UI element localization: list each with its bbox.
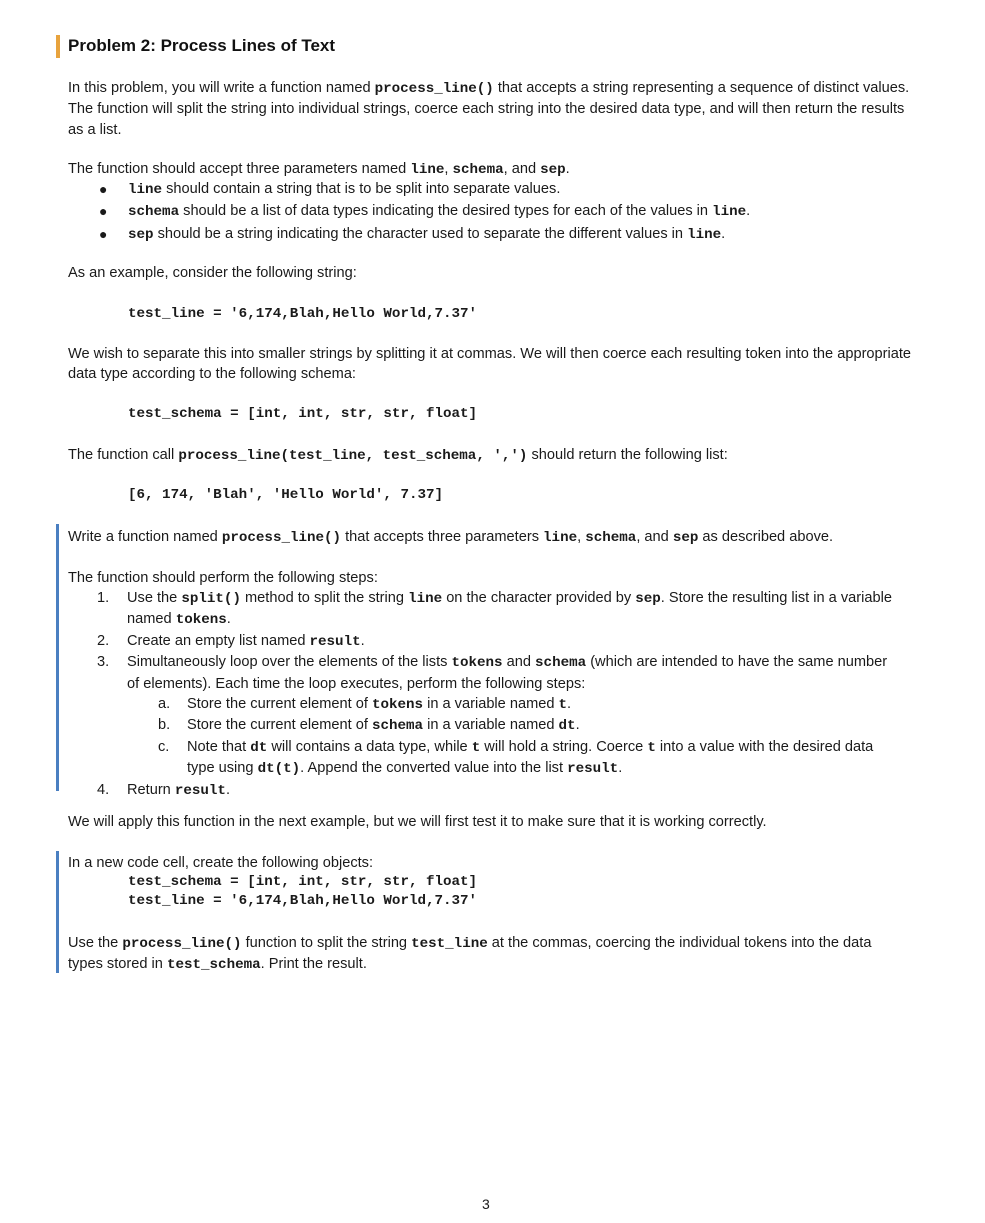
inline-code: process_line(test_line, test_schema, ',') xyxy=(178,448,528,464)
text: will hold a string. Coerce xyxy=(480,738,648,755)
list-item xyxy=(127,737,898,780)
step-number: 3. xyxy=(97,654,110,671)
inline-code: dt xyxy=(250,739,268,756)
list-item xyxy=(68,201,928,223)
text: Create an empty list named xyxy=(127,632,310,649)
inline-code: test_schema xyxy=(166,957,261,974)
inline-code: result xyxy=(567,761,619,778)
text: at the commas, coercing the individual tokens into the data types stored in xyxy=(68,935,872,973)
step-letter: b. xyxy=(158,717,171,734)
substeps-list xyxy=(127,694,898,780)
inline-code: process_line() xyxy=(374,81,494,97)
page-number: 3 xyxy=(482,1196,490,1212)
list-item xyxy=(127,715,898,736)
text: Note that xyxy=(187,738,251,755)
inline-code: t xyxy=(471,739,481,756)
inline-code: split() xyxy=(181,591,241,607)
inline-code: line xyxy=(408,591,443,607)
text: , xyxy=(577,529,586,545)
text: . xyxy=(225,781,231,798)
task-callout xyxy=(56,524,928,799)
parameter-list xyxy=(68,179,928,246)
inline-code: result xyxy=(309,633,361,650)
call-paragraph xyxy=(68,445,913,466)
text: Use the xyxy=(127,590,182,606)
text: should be a list of data types indicating the desired types for each of the values in xyxy=(179,203,713,220)
intro-paragraph xyxy=(68,78,913,140)
text: . Store the resulting list in a variable named xyxy=(127,590,892,628)
text: in a variable named xyxy=(423,717,559,734)
code-test-schema: test_schema = [int, int, str, str, float] xyxy=(128,406,478,422)
text: Store the current element of xyxy=(187,696,372,713)
inline-code: line xyxy=(128,182,163,198)
section-heading xyxy=(56,35,335,58)
text: on the character provided by xyxy=(442,590,636,606)
list-item xyxy=(127,694,898,715)
inline-code: process_line() xyxy=(122,936,242,952)
inline-code: process_line() xyxy=(221,530,342,546)
inline-code: schema xyxy=(535,655,587,672)
inline-code: sep xyxy=(635,591,661,607)
inline-code: dt xyxy=(558,718,576,735)
text: . xyxy=(226,611,231,628)
inline-code: tokens xyxy=(451,655,503,672)
text: Return xyxy=(127,781,175,798)
inline-code: test_line xyxy=(411,936,488,952)
text: , xyxy=(444,161,453,177)
text: . Append the converted value into the list xyxy=(300,760,568,777)
bullet-icon: ● xyxy=(99,225,108,242)
apply-paragraph: We will apply this function in the next example, but we will first test it to make sure that it is working correctly. xyxy=(68,814,767,830)
text: should be a string indicating the character used to separate the different values in xyxy=(153,225,688,242)
list-item xyxy=(68,652,898,779)
split-paragraph: We wish to separate this into smaller strings by splitting it at commas. We will then coerce each resulting token into the appropriate data type according to the following schema: xyxy=(68,346,912,383)
inline-code: schema xyxy=(452,162,504,178)
step-letter: c. xyxy=(158,738,170,755)
page-title: Problem 2: Process Lines of Text xyxy=(68,36,336,55)
inline-code: schema xyxy=(585,530,637,546)
inline-code: line xyxy=(543,530,578,546)
text: in a variable named xyxy=(423,696,559,713)
text: . xyxy=(721,225,726,242)
inline-code: line xyxy=(712,204,747,221)
text: . xyxy=(567,696,572,713)
text: . Print the result. xyxy=(260,956,367,973)
inline-code: line xyxy=(410,162,445,178)
inline-code: tokens xyxy=(175,612,227,629)
text: . xyxy=(360,632,365,649)
text: , and xyxy=(503,161,541,177)
steps-list xyxy=(68,588,898,801)
inline-code: t xyxy=(558,697,568,714)
text: Use the xyxy=(68,935,123,951)
text: In this problem, you will write a function named xyxy=(68,80,375,96)
params-intro xyxy=(68,159,913,180)
text: that accepts a string representing a sequence of distinct values. The function will split the string into individual strings, coerce each string into the desired data type, and will then return the results as a list. xyxy=(68,80,910,138)
task2-use xyxy=(68,933,898,976)
task2-intro: In a new code cell, create the following objects: xyxy=(68,855,374,871)
inline-code: result xyxy=(174,782,226,799)
step-number: 1. xyxy=(97,590,110,606)
text: . xyxy=(575,717,580,734)
text: should contain a string that is to be split into separate values. xyxy=(162,181,561,197)
text: and xyxy=(502,654,536,671)
text: . xyxy=(565,161,570,177)
inline-code: sep xyxy=(672,530,699,546)
text: as described above. xyxy=(698,529,834,545)
list-item xyxy=(68,224,928,246)
code-result: [6, 174, 'Blah', 'Hello World', 7.37] xyxy=(128,487,444,503)
task-callout-2 xyxy=(56,851,928,973)
list-item xyxy=(68,780,898,801)
code-test-line: test_line = '6,174,Blah,Hello World,7.37' xyxy=(128,306,478,322)
step-number: 2. xyxy=(97,632,110,649)
list-item xyxy=(68,631,898,652)
text: will contains a data type, while xyxy=(267,738,472,755)
text: method to split the string xyxy=(240,590,409,606)
inline-code: dt(t) xyxy=(257,761,301,778)
inline-code: line xyxy=(687,226,722,243)
text: , and xyxy=(636,529,673,545)
text: The function call xyxy=(68,447,179,463)
text: Store the current element of xyxy=(187,717,372,734)
bullet-icon: ● xyxy=(99,181,108,197)
text: (which are intended to have the same number of elements). Each time the loop executes, perform the following steps: xyxy=(127,654,888,692)
inline-code: sep xyxy=(128,226,154,243)
text: . xyxy=(618,760,623,777)
text: that accepts three parameters xyxy=(341,529,544,545)
inline-code: schema xyxy=(128,204,180,221)
text: into a value with the desired data type using xyxy=(187,738,874,777)
inline-code: t xyxy=(647,739,656,756)
inline-code: sep xyxy=(540,162,566,178)
text: should return the following list: xyxy=(527,447,728,463)
inline-code: schema xyxy=(371,718,424,735)
inline-code: tokens xyxy=(371,697,424,714)
list-item xyxy=(68,588,898,631)
task2-code-line: test_line = '6,174,Blah,Hello World,7.37' xyxy=(128,893,478,909)
task-write xyxy=(68,527,918,548)
text: function to split the string xyxy=(241,935,412,951)
example-intro: As an example, consider the following string: xyxy=(68,265,357,281)
bullet-icon: ● xyxy=(99,203,108,220)
text: Write a function named xyxy=(68,529,222,545)
list-item xyxy=(68,179,928,201)
text: The function should accept three parameters named xyxy=(68,161,411,177)
text: . xyxy=(746,203,751,220)
steps-intro: The function should perform the following steps: xyxy=(68,570,378,586)
step-number: 4. xyxy=(97,781,110,798)
step-letter: a. xyxy=(158,696,171,713)
task2-code-schema: test_schema = [int, int, str, str, float] xyxy=(128,874,478,890)
text: Simultaneously loop over the elements of the lists xyxy=(127,654,452,671)
